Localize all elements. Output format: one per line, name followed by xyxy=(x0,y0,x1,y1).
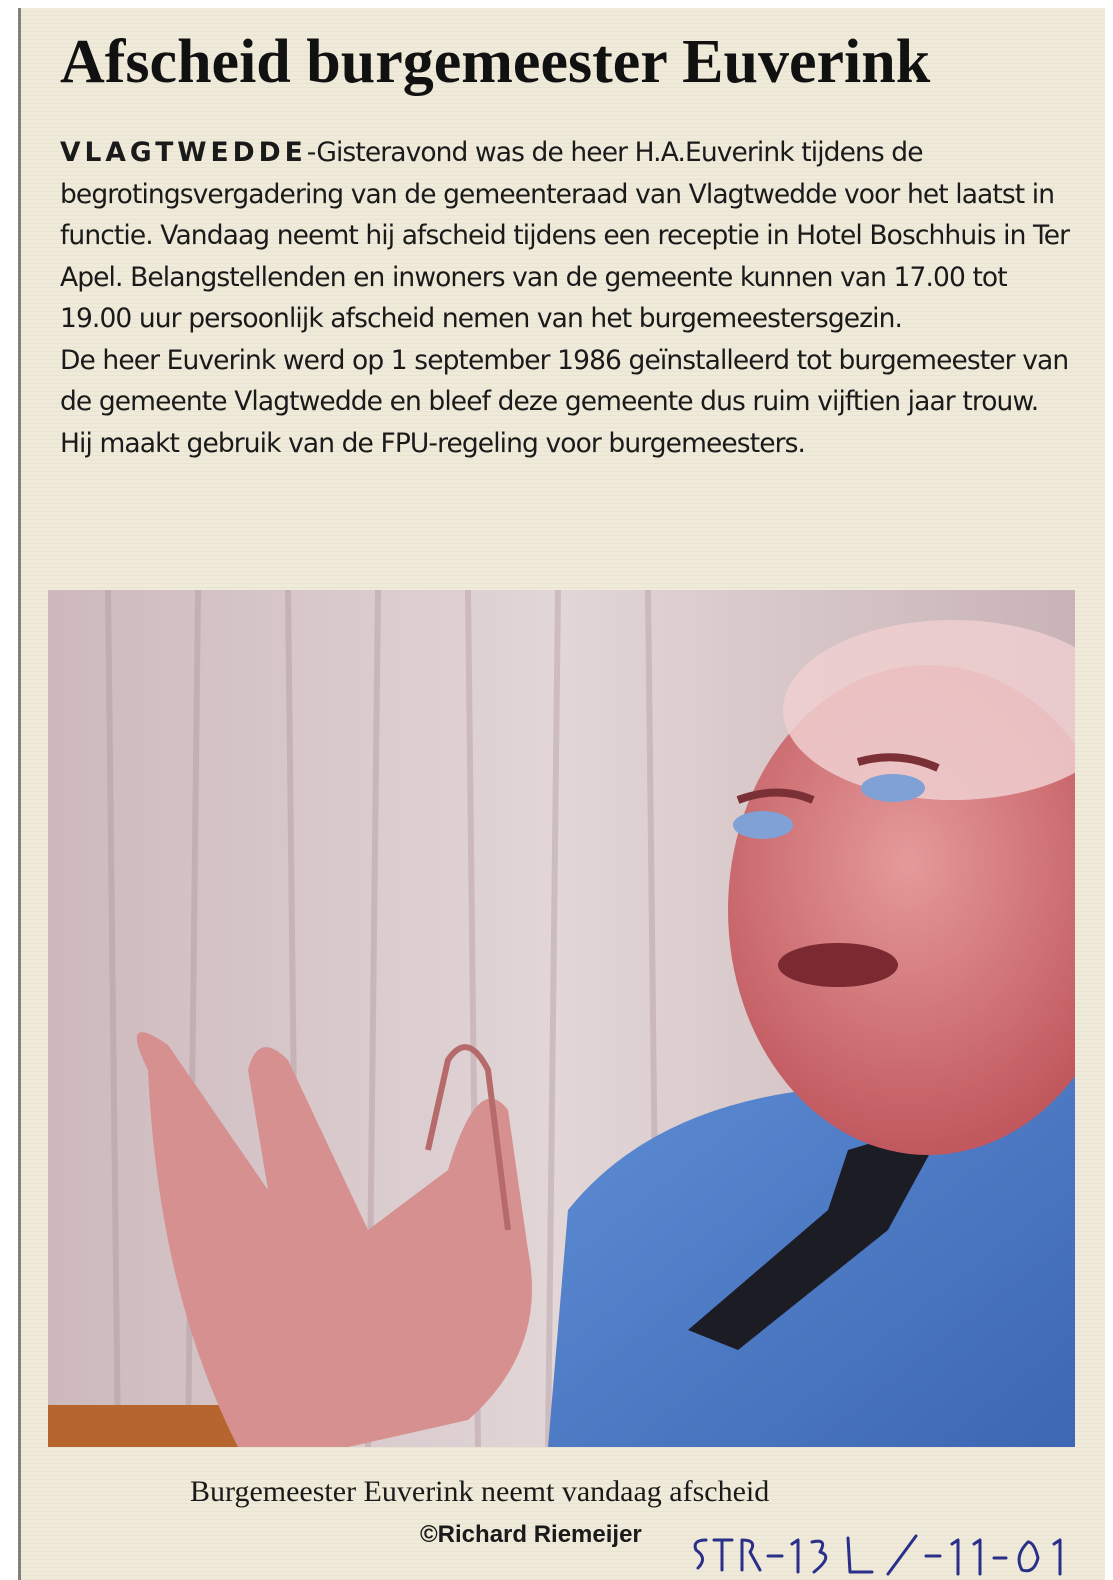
article-body xyxy=(60,132,1070,464)
paragraph-1-text: -Gisteravond was de heer H.A.Euverink tijdens de begrotingsvergadering van de gemeenteraad van Vlagtwedde voor het laatst in functie. Vandaag neemt hij afscheid tijdens een receptie in Hotel Boschhuis in Ter Apel. Belangstellenden en inwoners van de gemeente kunnen van 17.00 tot 19.00 uur persoonlijk afscheid nemen van het burgemeestersgezin. xyxy=(60,137,1070,334)
handwritten-annotation xyxy=(688,1530,1088,1578)
headline: Afscheid burgemeester Euverink xyxy=(60,28,931,96)
dateline: VLAGTWEDDE xyxy=(60,137,307,168)
article-paragraph-1 xyxy=(60,132,1070,340)
article-paragraph-2: De heer Euverink werd op 1 september 1986 geïnstalleerd tot burgemeester van de gemeente Vlagtwedde en bleef deze gemeente dus ruim vijftien jaar trouw. Hij maakt gebruik van de FPU-regeling voor burgemeesters. xyxy=(60,344,1069,459)
portrait-photo xyxy=(48,590,1075,1447)
clipping-edge xyxy=(18,8,21,1580)
photo-illustration xyxy=(48,590,1075,1447)
photo-caption: Burgemeester Euverink neemt vandaag afscheid xyxy=(190,1475,770,1508)
photo-credit: ©Richard Riemeijer xyxy=(420,1521,642,1548)
